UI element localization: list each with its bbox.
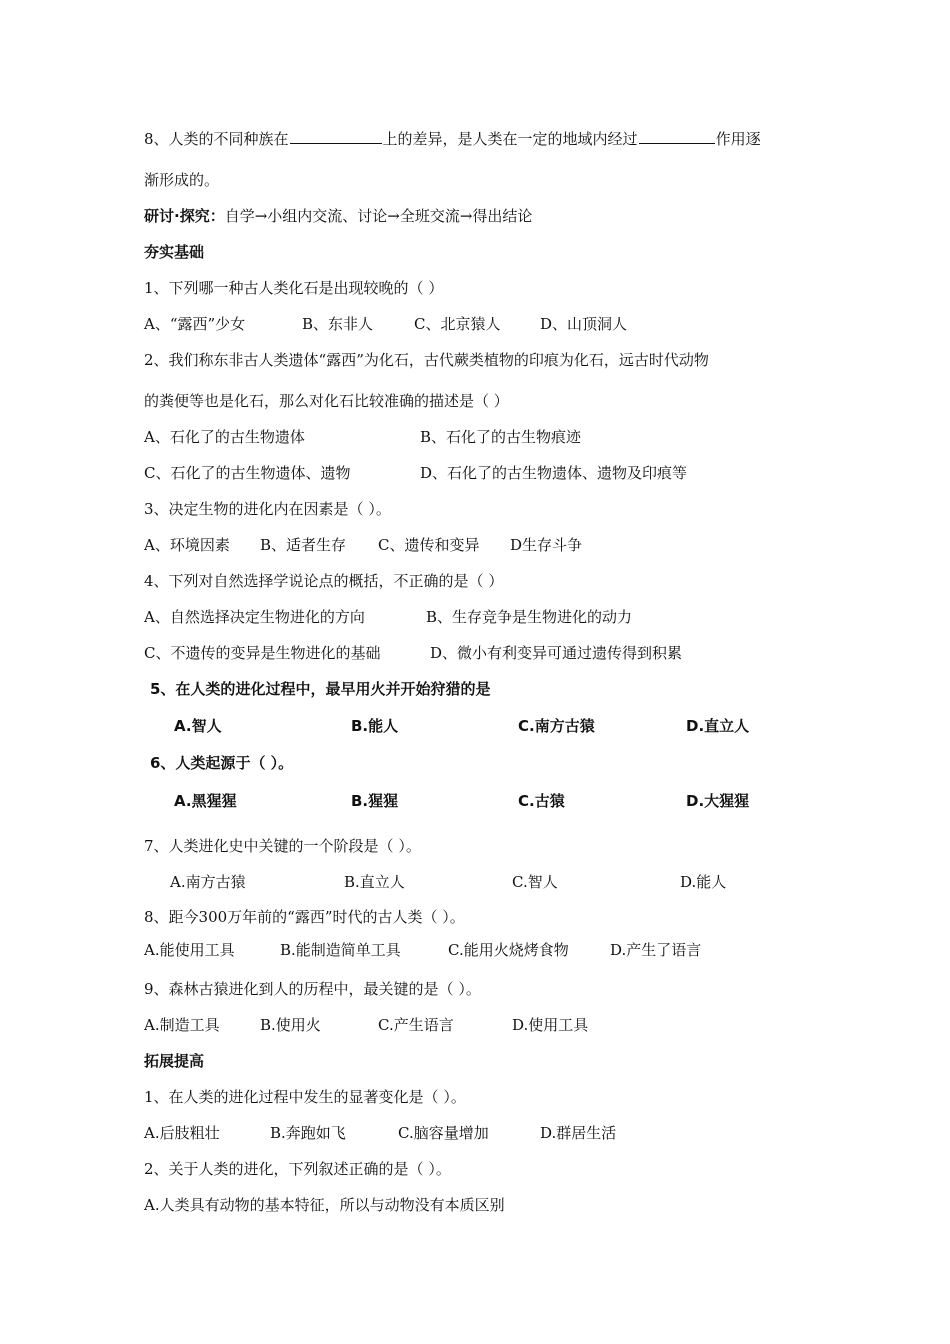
q2-option-a: A、石化了的古生物遗体: [144, 428, 305, 446]
q5-option-c: C.南方古猿: [518, 717, 595, 735]
q2-stem-line2: 的粪便等也是化石，那么对化石比较准确的描述是（ ）: [144, 392, 509, 410]
intro-q8-text-part1: 8、人类的不同种族在: [144, 130, 289, 148]
ext-q1-option-b: B.奔跑如飞: [270, 1124, 346, 1142]
ext-q1-option-d: D.群居生活: [540, 1124, 617, 1142]
q8-option-c: C.能用火烧烤食物: [448, 941, 569, 959]
q3-option-b: B、适者生存: [260, 536, 347, 554]
q4-option-b: B、生存竞争是生物进化的动力: [426, 608, 633, 626]
q4-option-d: D、微小有利变异可通过遗传得到积累: [430, 644, 683, 662]
q7-option-d: D.能人: [680, 873, 727, 891]
ext-q1-option-c: C.脑容量增加: [398, 1124, 489, 1142]
q1-option-c: C、北京猿人: [414, 315, 501, 333]
q6-option-b: B.猩猩: [351, 792, 399, 810]
answer-blank-1[interactable]: [290, 127, 382, 144]
ext-q2-stem: 2、关于人类的进化，下列叙述正确的是（ ）。: [144, 1160, 451, 1178]
q3-stem: 3、决定生物的进化内在因素是（ ）。: [144, 500, 391, 518]
ext-q2-option-a: A.人类具有动物的基本特征，所以与动物没有本质区别: [144, 1196, 505, 1214]
q9-option-a: A.制造工具: [144, 1016, 220, 1034]
section-title-extension: 拓展提高: [144, 1052, 205, 1070]
q2-option-c: C、石化了的古生物遗体、遗物: [144, 464, 351, 482]
q6-stem: 6、人类起源于（ ）。: [150, 754, 294, 772]
q8-option-b: B.能制造简单工具: [280, 941, 401, 959]
q9-option-c: C.产生语言: [378, 1016, 454, 1034]
q3-option-d: D生存斗争: [510, 536, 583, 554]
intro-q8-text-part3: 作用逐: [715, 130, 761, 148]
research-label: 研讨·探究：: [144, 207, 225, 225]
q3-option-a: A、环境因素: [144, 536, 230, 554]
q4-option-a: A、自然选择决定生物进化的方向: [144, 608, 365, 626]
q1-option-a: A、“露西”少女: [144, 315, 246, 333]
q1-option-b: B、东非人: [302, 315, 374, 333]
q5-option-b: B.能人: [351, 717, 399, 735]
q7-stem: 7、人类进化史中关键的一个阶段是（ ）。: [144, 837, 421, 855]
ext-q1-stem: 1、在人类的进化过程中发生的显著变化是（ ）。: [144, 1088, 466, 1106]
q1-stem: 1、下列哪一种古人类化石是出现较晚的（ ）: [144, 279, 444, 297]
q7-option-c: C.智人: [512, 873, 558, 891]
intro-q8-text-part2: 上的差异，是人类在一定的地域内经过: [382, 130, 638, 148]
q4-stem: 4、下列对自然选择学说论点的概括，不正确的是（ ）: [144, 572, 504, 590]
intro-q8-line1: [144, 127, 761, 149]
research-line: [144, 206, 532, 226]
q7-option-b: B.直立人: [344, 873, 405, 891]
q5-option-a: A.智人: [174, 717, 222, 735]
q9-option-b: B.使用火: [260, 1016, 321, 1034]
q8-stem: 8、距今300万年前的“露西”时代的古人类（ ）。: [144, 908, 465, 926]
q5-option-d: D.直立人: [686, 717, 750, 735]
q2-stem-line1: 2、我们称东非古人类遗体“露西”为化石，古代蕨类植物的印痕为化石，远古时代动物: [144, 351, 709, 369]
q5-stem: 5、在人类的进化过程中，最早用火并开始狩猎的是: [150, 680, 491, 698]
section-title-foundation: 夯实基础: [144, 243, 205, 261]
q2-option-d: D、石化了的古生物遗体、遗物及印痕等: [420, 464, 688, 482]
q6-option-a: A.黑猩猩: [174, 792, 237, 810]
q7-option-a: A.南方古猿: [170, 873, 246, 891]
q2-option-b: B、石化了的古生物痕迹: [420, 428, 582, 446]
q9-stem: 9、森林古猿进化到人的历程中，最关键的是（ ）。: [144, 980, 481, 998]
q6-option-d: D.大猩猩: [686, 792, 750, 810]
q6-option-c: C.古猿: [518, 792, 565, 810]
q3-option-c: C、遗传和变异: [378, 536, 480, 554]
q1-option-d: D、山顶洞人: [540, 315, 628, 333]
ext-q1-option-a: A.后肢粗壮: [144, 1124, 220, 1142]
intro-q8-line2: 渐形成的。: [144, 171, 220, 189]
q9-option-d: D.使用工具: [512, 1016, 589, 1034]
q4-option-c: C、不遗传的变异是生物进化的基础: [144, 644, 381, 662]
research-text: 自学→小组内交流、讨论→全班交流→得出结论: [224, 207, 533, 225]
q8-option-d: D.产生了语言: [610, 941, 702, 959]
q8-option-a: A.能使用工具: [144, 941, 235, 959]
answer-blank-2[interactable]: [639, 127, 715, 144]
